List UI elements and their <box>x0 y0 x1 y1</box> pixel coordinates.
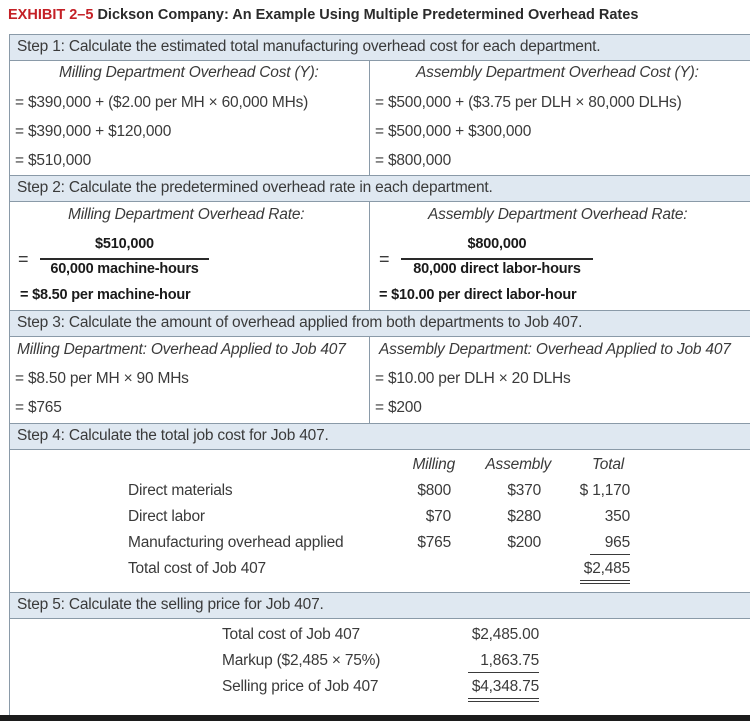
exhibit-title <box>8 7 638 23</box>
step2-assembly-result: = $10.00 per direct labor-hour <box>379 287 577 303</box>
step5-label: Step 5: Calculate the selling price for Job 407. <box>17 596 324 613</box>
step3-assembly-line: = $10.00 per DLH × 20 DLHs <box>375 370 571 387</box>
step2-assembly-denominator: 80,000 direct labor-hours <box>413 261 581 277</box>
step2-assembly-heading: Assembly Department Overhead Rate: <box>428 206 688 223</box>
step1-milling-heading: Milling Department Overhead Cost (Y): <box>59 64 319 81</box>
fraction-bar <box>401 258 593 260</box>
total-double-rule <box>468 701 539 702</box>
cost-row-label: Direct materials <box>128 482 233 499</box>
step1-milling-line: = $510,000 <box>15 152 92 169</box>
price-cell: $2,485.00 <box>471 626 539 643</box>
cost-cell: 965 <box>604 534 630 551</box>
cost-cell: $70 <box>425 508 451 525</box>
rule <box>9 618 750 619</box>
step3-milling-line: = $8.50 per MH × 90 MHs <box>15 370 189 387</box>
rule <box>9 310 750 311</box>
step1-milling-line: = $390,000 + ($2.00 per MH × 60,000 MHs) <box>15 94 309 111</box>
cost-cell: $2,485 <box>583 560 630 577</box>
price-row-label: Markup ($2,485 × 75%) <box>222 652 381 669</box>
cost-cell: $ 1,170 <box>579 482 630 499</box>
column-divider <box>369 60 370 175</box>
cost-row-label: Direct labor <box>128 508 205 525</box>
price-row-label: Total cost of Job 407 <box>222 626 360 643</box>
rule <box>9 423 750 424</box>
cost-cell: $370 <box>507 482 541 499</box>
rule <box>9 175 750 176</box>
column-header-milling: Milling <box>412 456 455 473</box>
step1-milling-line: = $390,000 + $120,000 <box>15 123 172 140</box>
step2-milling-numerator: $510,000 <box>95 236 154 252</box>
cost-row-label: Total cost of Job 407 <box>128 560 266 577</box>
step1-assembly-line: = $500,000 + ($3.75 per DLH × 80,000 DLHs) <box>375 94 682 111</box>
exhibit-number: EXHIBIT 2–5 <box>8 7 94 23</box>
cost-row-label: Manufacturing overhead applied <box>128 534 344 551</box>
cost-cell: $200 <box>507 534 541 551</box>
step1-assembly-line: = $800,000 <box>375 152 452 169</box>
rule <box>9 336 750 337</box>
column-header-total: Total <box>591 456 624 473</box>
step4-label: Step 4: Calculate the total job cost for Job 407. <box>17 427 329 444</box>
price-cell: $4,348.75 <box>471 678 539 695</box>
column-header-assembly: Assembly <box>485 456 551 473</box>
exhibit-title-text: Dickson Company: An Example Using Multiple Predetermined Overhead Rates <box>97 7 639 23</box>
rule <box>9 60 750 61</box>
step2-milling-result: = $8.50 per machine-hour <box>20 287 191 303</box>
column-divider <box>369 201 370 310</box>
column-divider <box>369 336 370 423</box>
cost-cell: $765 <box>417 534 451 551</box>
rule <box>9 201 750 202</box>
step3-assembly-heading: Assembly Department: Overhead Applied to Job 407 <box>379 341 731 358</box>
cost-cell: 350 <box>604 508 630 525</box>
step2-milling-denominator: 60,000 machine-hours <box>50 261 199 277</box>
cost-cell: $800 <box>417 482 451 499</box>
step3-label: Step 3: Calculate the amount of overhead applied from both departments to Job 407. <box>17 314 583 331</box>
step1-label: Step 1: Calculate the estimated total manufacturing overhead cost for each department. <box>17 38 601 55</box>
step3-milling-line: = $765 <box>15 399 62 416</box>
price-row-label: Selling price of Job 407 <box>222 678 379 695</box>
step3-milling-heading: Milling Department: Overhead Applied to Job 407 <box>17 341 346 358</box>
subtotal-rule <box>468 672 539 673</box>
total-double-rule <box>468 698 539 699</box>
total-double-rule <box>580 583 630 584</box>
fraction-bar <box>40 258 209 260</box>
step1-assembly-heading: Assembly Department Overhead Cost (Y): <box>416 64 699 81</box>
cost-cell: $280 <box>507 508 541 525</box>
subtotal-rule <box>590 554 630 555</box>
step2-assembly-numerator: $800,000 <box>467 236 527 252</box>
step2-assembly-equals: = <box>379 249 390 269</box>
rule <box>9 592 750 593</box>
rule <box>9 449 750 450</box>
step2-milling-heading: Milling Department Overhead Rate: <box>68 206 305 223</box>
total-double-rule <box>580 580 630 581</box>
step2-milling-equals: = <box>18 249 29 269</box>
step1-assembly-line: = $500,000 + $300,000 <box>375 123 532 140</box>
price-cell: 1,863.75 <box>480 652 539 669</box>
step3-assembly-line: = $200 <box>375 399 422 416</box>
step2-label: Step 2: Calculate the predetermined overhead rate in each department. <box>17 179 493 196</box>
